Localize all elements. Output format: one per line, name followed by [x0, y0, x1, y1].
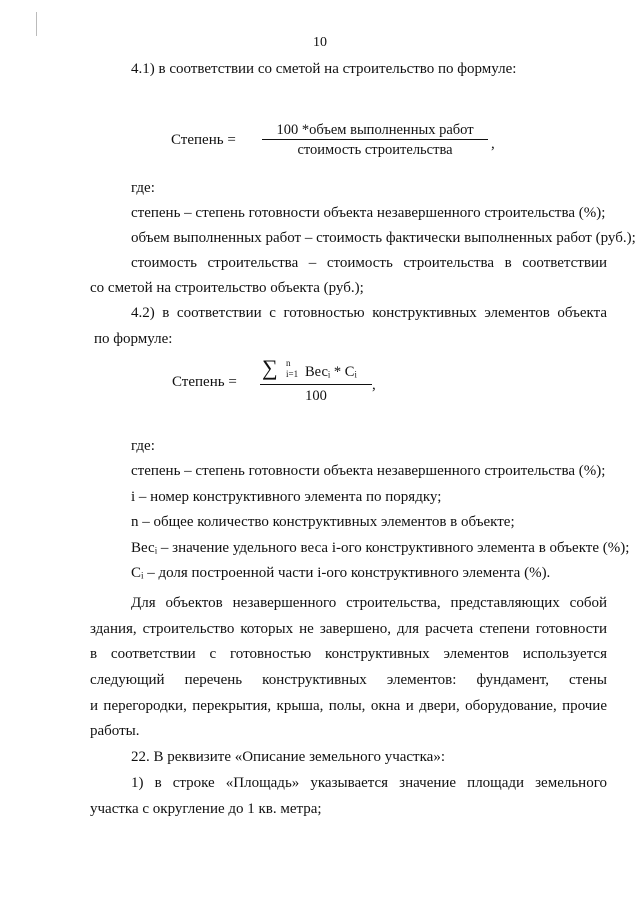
paragraph-line-3: в соответствии с готовностью конструктивных элементов используется: [90, 646, 607, 662]
where-2-title: где:: [131, 438, 155, 454]
item-4-1-heading: 4.1) в соответствии со сметой на строительство по формуле:: [131, 61, 517, 77]
sigma-upper-limit: n: [286, 358, 291, 368]
where-2-line-2: i – номер конструктивного элемента по порядку;: [131, 489, 442, 505]
paragraph-line-2: здания, строительство которых не завершено, для расчета степени готовности: [90, 621, 607, 637]
paragraph-line-5: и перегородки, перекрытия, крыша, полы, окна и двери, оборудование, прочие: [90, 698, 607, 714]
formula-2-term: Весᵢ * Cᵢ: [305, 364, 357, 380]
where-2-line-4: Весᵢ – значение удельного веса i-ого конструктивного элемента в объекте (%);: [131, 540, 630, 556]
item-4-2-line-1: 4.2) в соответствии с готовностью конструктивных элементов объекта: [131, 305, 607, 321]
formula-1-comma: ,: [491, 136, 495, 152]
where-2-line-5: Cᵢ – доля построенной части i-ого конструктивного элемента (%).: [131, 565, 551, 581]
where-2-line-3: n – общее количество конструктивных элементов в объекте;: [131, 514, 515, 530]
where-1-line-3b: со сметой на строительство объекта (руб.);: [90, 280, 364, 296]
item-4-2-line-2: по формуле:: [94, 331, 173, 347]
formula-2-fraction-bar: [260, 384, 372, 385]
paragraph-line-1: Для объектов незавершенного строительства, представляющих собой: [131, 595, 607, 611]
where-1-line-2: объем выполненных работ – стоимость фактически выполненных работ (руб.);: [131, 230, 636, 246]
formula-1-numerator: 100 *объем выполненных работ: [276, 122, 474, 138]
formula-1-label: Степень =: [171, 132, 236, 148]
scan-edge-mark: [36, 12, 37, 36]
sigma-lower-limit: i=1: [286, 369, 299, 379]
where-1-line-1: степень – степень готовности объекта незавершенного строительства (%);: [131, 205, 606, 221]
item-22-1-line-2: участка с округление до 1 кв. метра;: [90, 801, 322, 817]
item-22-heading: 22. В реквизите «Описание земельного участка»:: [131, 749, 445, 765]
formula-2-label: Степень =: [172, 374, 237, 390]
where-2-line-1: степень – степень готовности объекта незавершенного строительства (%);: [131, 463, 606, 479]
sigma-symbol: ∑: [262, 355, 278, 380]
where-1-title: где:: [131, 180, 155, 196]
formula-2-comma: ,: [372, 377, 376, 393]
paragraph-line-4: следующий перечень конструктивных элементов: фундамент, стены: [90, 672, 607, 688]
item-22-1-line-1: 1) в строке «Площадь» указывается значение площади земельного: [131, 775, 607, 791]
where-1-line-3a: стоимость строительства – стоимость строительства в соответствии: [131, 255, 607, 271]
paragraph-line-6: работы.: [90, 723, 140, 739]
formula-1-fraction-bar: [262, 139, 488, 140]
page-number: 10: [313, 35, 327, 50]
formula-1-denominator: стоимость строительства: [297, 142, 453, 158]
formula-2-denominator: 100: [305, 388, 327, 404]
